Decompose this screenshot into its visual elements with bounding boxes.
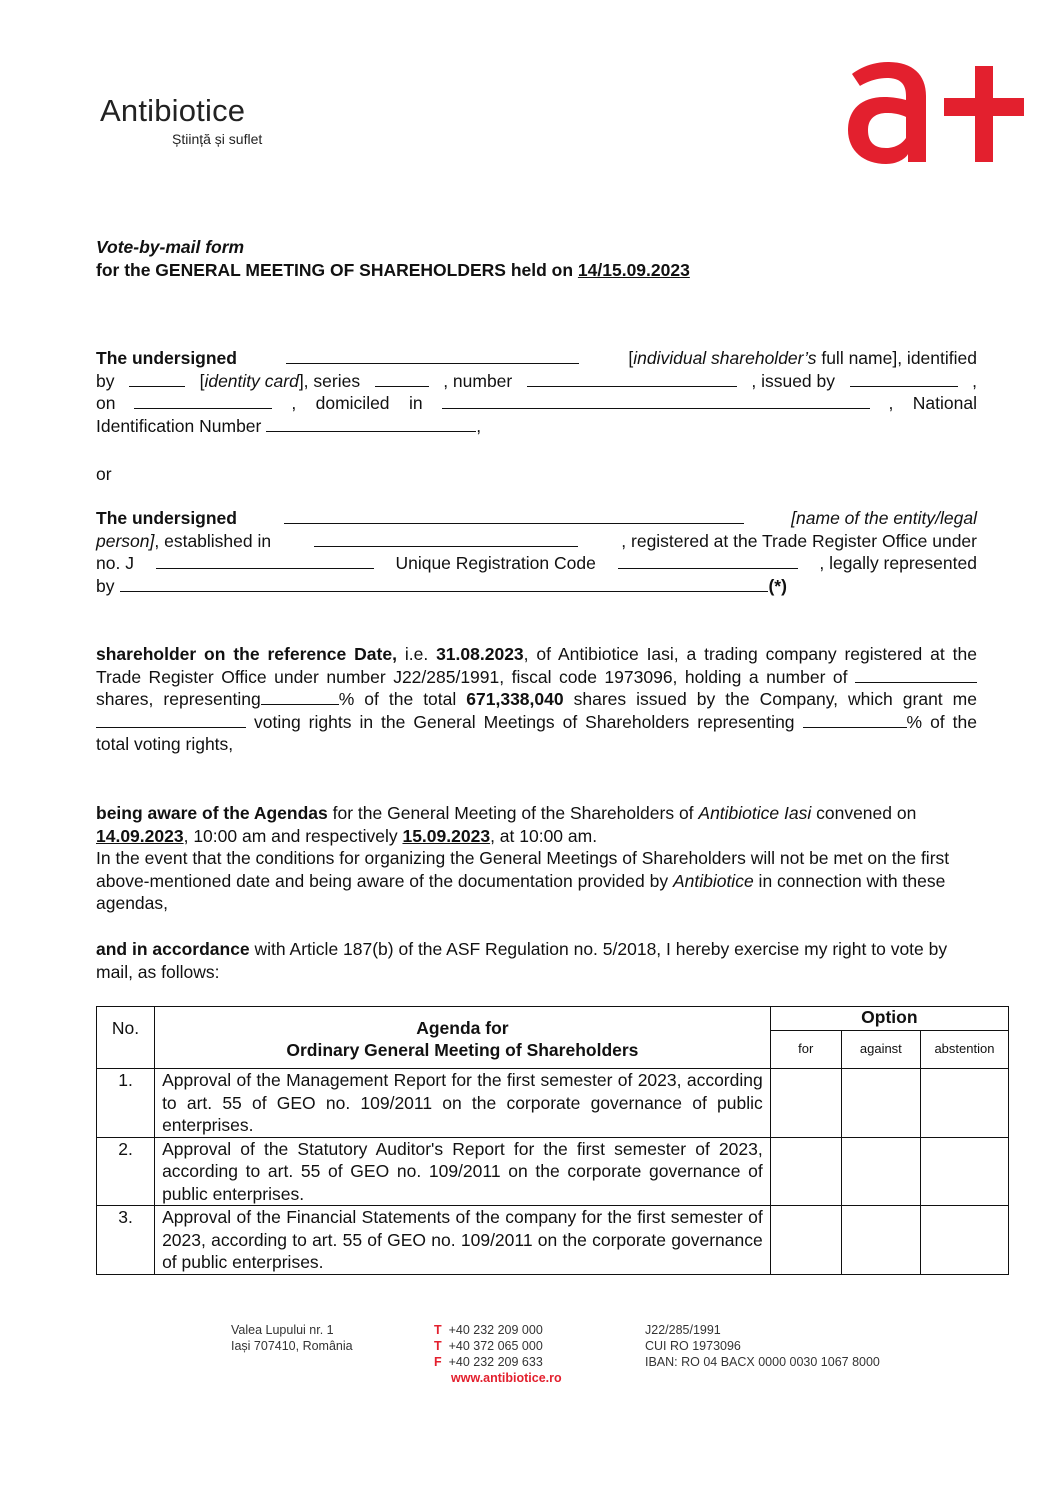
text: , domiciled in [291, 393, 423, 413]
text: Identification Number [96, 415, 262, 436]
text: Unique Registration Code [395, 553, 596, 573]
domicile-field[interactable] [442, 392, 870, 409]
full-name-field[interactable] [286, 347, 579, 364]
address-line: Valea Lupului nr. 1 [231, 1323, 334, 1337]
text: [ [628, 348, 634, 368]
agenda-awareness-section [96, 802, 977, 915]
vote-against-cell[interactable] [841, 1206, 920, 1275]
id-type-field[interactable] [129, 370, 185, 387]
text: convened on [811, 803, 917, 823]
text: , [972, 370, 977, 391]
text: and in accordance [96, 939, 250, 959]
text: no. J [96, 553, 134, 573]
vote-for-cell[interactable] [770, 1137, 841, 1206]
text: by [96, 575, 115, 596]
id-number-field[interactable] [527, 370, 737, 387]
text: with Article 187(b) of the ASF Regulation no. 5/2018, I hereby exercise my right to vote by mail, as follows: [96, 939, 948, 982]
text: Ordinary General Meeting of Shareholders [286, 1040, 639, 1060]
a-plus-logo-icon [846, 60, 1026, 165]
text: % of the total [338, 689, 467, 709]
legal-entity-section [96, 507, 977, 597]
text: by [96, 370, 115, 391]
text: Antibiotice [672, 870, 754, 891]
text: shares, representing [96, 689, 261, 709]
text: [ [199, 370, 205, 391]
text: on [96, 393, 116, 413]
text: , number [443, 370, 513, 391]
accordance-section [96, 938, 977, 983]
meeting-date: 14/15.09.2023 [577, 260, 690, 280]
or-separator: or [96, 464, 112, 484]
fiscal-code: CUI RO 1973096 [645, 1339, 741, 1353]
agenda-item-text: Approval of the Statutory Auditor's Report for the first semester of 2023, according to art. 55 of GEO no. 109/2011 on the corporate governance of public enterprises. [155, 1137, 771, 1206]
text: ], series [298, 370, 361, 391]
text: , legally represented [819, 553, 977, 573]
total-shares: 671,338,040 [466, 689, 564, 709]
text: in connection with these agendas, [96, 870, 946, 913]
company-logo-name: Antibiotice [100, 93, 246, 128]
phone-label: T [434, 1339, 442, 1353]
column-header-agenda [155, 1007, 771, 1069]
iban: IBAN: RO 04 BACX 0000 0030 1067 8000 [645, 1355, 880, 1369]
second-meeting-date: 15.09.2023 [402, 825, 491, 846]
established-in-field[interactable] [314, 530, 578, 547]
phone-label: T [434, 1323, 442, 1337]
footnote-marker: (*) [768, 575, 787, 596]
text: full name], identified [816, 348, 977, 368]
text: Agenda for [416, 1018, 509, 1038]
shares-count-field[interactable] [855, 666, 977, 683]
text: , registered at the Trade Register Office under [621, 530, 977, 551]
table-row [97, 1137, 1009, 1206]
vote-for-cell[interactable] [770, 1069, 841, 1138]
text: [name of the entity/legal [791, 508, 977, 528]
row-number: 3. [97, 1206, 155, 1275]
vote-against-cell[interactable] [841, 1069, 920, 1138]
text: , established in [154, 530, 272, 551]
text: being aware of the Agendas [96, 803, 328, 823]
table-row [97, 1206, 1009, 1275]
text: shares issued by the Company, which grant me [563, 689, 977, 709]
text: , National [888, 393, 977, 413]
text: , [476, 415, 482, 436]
text: for the General Meeting of the Shareholders of [327, 803, 699, 823]
row-number: 2. [97, 1137, 155, 1206]
fax-number: +40 232 209 633 [448, 1355, 543, 1369]
column-header-for: for [770, 1031, 841, 1069]
vote-abstention-cell[interactable] [920, 1206, 1008, 1275]
column-header-abstention: abstention [920, 1031, 1008, 1069]
reference-date: 31.08.2023 [436, 644, 524, 664]
website-link[interactable]: www.antibiotice.ro [451, 1371, 562, 1385]
text: individual shareholder’s [633, 348, 817, 368]
undersigned-label: The undersigned [96, 348, 237, 368]
column-header-no: No. [97, 1007, 155, 1069]
footer-registration [645, 1322, 880, 1370]
vote-abstention-cell[interactable] [920, 1137, 1008, 1206]
phone-number: +40 372 065 000 [448, 1339, 543, 1353]
text: , at 10:00 am. [490, 825, 598, 846]
phone-number: +40 232 209 000 [448, 1323, 543, 1337]
national-id-field[interactable] [266, 415, 476, 432]
vote-for-cell[interactable] [770, 1206, 841, 1275]
issued-by-field[interactable] [850, 370, 958, 387]
first-meeting-date: 14.09.2023 [96, 825, 184, 846]
footer-address [231, 1322, 353, 1354]
column-header-option: Option [770, 1007, 1008, 1031]
subtitle-text: for the GENERAL MEETING OF SHAREHOLDERS held on [96, 260, 578, 280]
company-logo-tagline: Știință și suflet [172, 131, 263, 147]
shareholding-section [96, 643, 977, 756]
voting-rights-field[interactable] [96, 711, 246, 728]
text: person] [96, 530, 155, 551]
form-subtitle [96, 259, 977, 282]
text: i.e. [396, 644, 437, 664]
id-series-field[interactable] [375, 370, 429, 387]
agenda-item-text: Approval of the Management Report for the first semester of 2023, according to art. 55 of GEO no. 109/2011 on the corporate governance of public enterprises. [155, 1069, 771, 1138]
registration-number: J22/285/1991 [645, 1323, 721, 1337]
vote-against-cell[interactable] [841, 1137, 920, 1206]
trade-register-number-field[interactable] [156, 552, 374, 569]
vote-abstention-cell[interactable] [920, 1069, 1008, 1138]
text: voting rights in the General Meetings of Shareholders representing [246, 711, 803, 732]
entity-name-field[interactable] [284, 507, 744, 524]
text: % of the total voting rights, [96, 711, 977, 754]
text: In the event that the conditions for organizing the General Meetings of Shareholders will not be met on the first above-mentioned date and being aware of the documentation provided by [96, 848, 950, 891]
shares-percent-field[interactable] [261, 688, 339, 705]
legal-representative-field[interactable] [120, 575, 768, 592]
text: shareholder on the reference Date, [96, 644, 397, 664]
registration-code-field[interactable] [618, 552, 798, 569]
text: , 10:00 am and respectively [183, 825, 403, 846]
agenda-item-text: Approval of the Financial Statements of the company for the first semester of 2023, according to art. 55 of GEO no. 109/2011 on the corporate governance of public enterprises. [155, 1206, 771, 1275]
row-number: 1. [97, 1069, 155, 1138]
text: identity card [204, 370, 299, 391]
column-header-against: against [841, 1031, 920, 1069]
address-line: Iași 707410, România [231, 1339, 353, 1353]
text: Antibiotice Iasi [698, 803, 812, 823]
voting-percent-field[interactable] [803, 711, 907, 728]
text: , of Antibiotice Iasi, a trading company registered at the Trade Register Office under number J22/285/1991, fiscal code 1973096, holding a number of [96, 644, 977, 687]
voting-table [96, 1006, 1009, 1275]
footer-contact [434, 1322, 562, 1386]
form-title: Vote-by-mail form [96, 237, 245, 257]
individual-shareholder-section [96, 347, 977, 437]
fax-label: F [434, 1355, 442, 1369]
text: , issued by [751, 370, 835, 391]
table-row [97, 1069, 1009, 1138]
undersigned-label: The undersigned [96, 508, 237, 528]
issue-date-field[interactable] [134, 392, 272, 409]
